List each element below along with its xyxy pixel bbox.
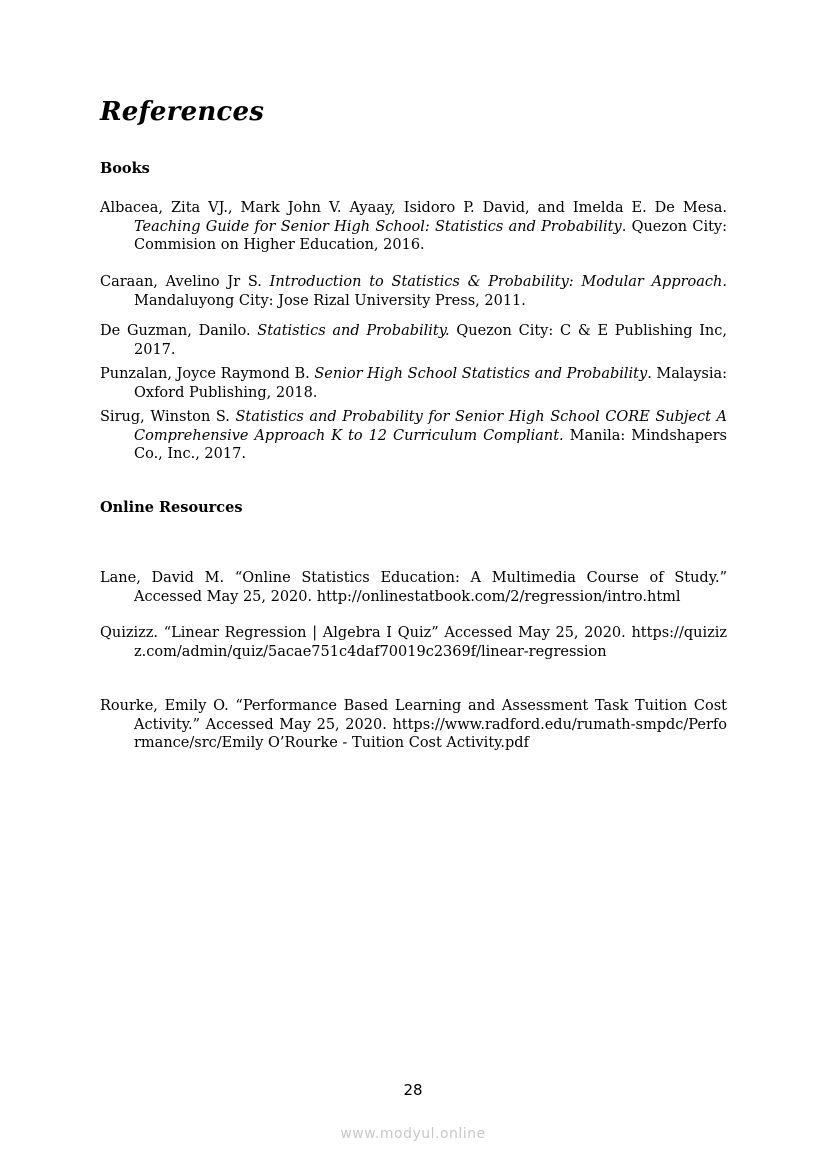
book-ref-punzalan: Punzalan, Joyce Raymond B. Senior High School Statistics and Probability. Malaysia: Oxford Publishing, 2018. [100, 366, 727, 401]
page-title: References [100, 97, 265, 127]
online-ref-rourke: Rourke, Emily O. “Performance Based Learning and Assessment Task Tuition Cost Activity.” Accessed May 25, 2020. https://www.radford.edu/rumath-smpdc/Performance/src/Emily O’Rourke - Tuition Cost Activity.pdf [100, 698, 727, 751]
book-ref-de-guzman: De Guzman, Danilo. Statistics and Probability. Quezon City: C & E Publishing Inc, 2017. [100, 323, 728, 358]
page-number: 28 [403, 1081, 423, 1099]
book-ref-caraan: Caraan, Avelino Jr S. Introduction to Statistics & Probability: Modular Approach. Mandaluyong City: Jose Rizal University Press, 2011. [100, 274, 727, 309]
online-ref-quizizz: Quizizz. “Linear Regression | Algebra I Quiz” Accessed May 25, 2020. https://quizizz.com/admin/quiz/5acae751c4daf70019c2369f/linear-regression [100, 625, 727, 660]
book-ref-albacea: Albacea, Zita VJ., Mark John V. Ayaay, Isidoro P. David, and Imelda E. De Mesa. Teaching Guide for Senior High School: Statistics and Probability. Quezon City: Commision on Higher Education, 2016. [100, 200, 728, 253]
online-ref-quizizz-url[interactable]: https://quizizz.com/admin/quiz/5acae751c4daf70019c2369f/linear-regression [134, 625, 727, 660]
online-ref-rourke-url[interactable]: https://www.radford.edu/rumath-smpdc/Performance/src/Emily O’Rourke - Tuition Cost Activity.pdf [134, 716, 727, 751]
online-ref-lane: Lane, David M. “Online Statistics Education: A Multimedia Course of Study.” Accessed May 25, 2020. http://onlinestatbook.com/2/regression/intro.html [100, 570, 727, 605]
online-ref-lane-url[interactable]: http://onlinestatbook.com/2/regression/intro.html [316, 588, 681, 605]
books-heading: Books [100, 160, 150, 177]
online-resources-heading: Online Resources [100, 499, 243, 516]
watermark: www.modyul.online [340, 1126, 486, 1142]
book-ref-sirug: Sirug, Winston S. Statistics and Probability for Senior High School CORE Subject A Comprehensive Approach K to 12 Curriculum Compliant. Manila: Mindshapers Co., Inc., 2017. [100, 409, 728, 462]
